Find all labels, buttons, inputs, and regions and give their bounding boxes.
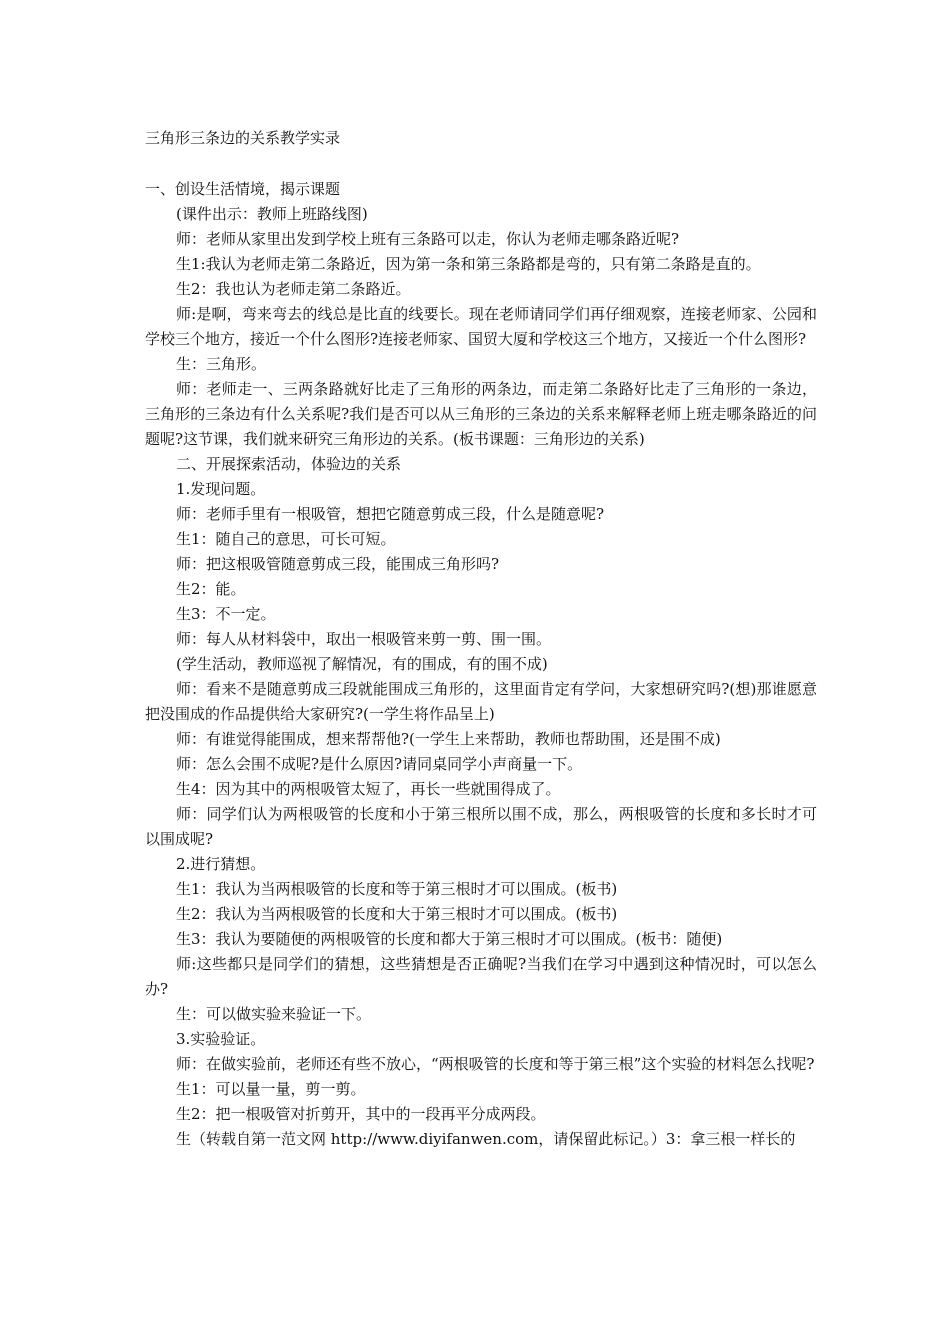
paragraph: 生4：因为其中的两根吸管太短了，再长一些就围得成了。 xyxy=(176,780,561,798)
paragraph: 师:是啊，弯来弯去的线总是比直的线要长。现在老师请同学们再仔细观察，连接老师家、公园和学校三个地方，接近一个什么图形?连接老师家、国贸大厦和学校这三个地方，又接近一个什么图形? xyxy=(145,305,817,348)
paragraph: 生2：把一根吸管对折剪开，其中的一段再平分成两段。 xyxy=(176,1105,546,1123)
paragraph: 师：老师从家里出发到学校上班有三条路可以走，你认为老师走哪条路近呢? xyxy=(176,230,680,248)
paragraph: 师：有谁觉得能围成，想来帮帮他?(一学生上来帮助，教师也帮助围，还是围不成) xyxy=(176,730,721,748)
paragraph: 生：三角形。 xyxy=(176,355,267,373)
paragraph: 生2：能。 xyxy=(176,580,246,598)
paragraph: 生1：我认为当两根吸管的长度和等于第三根时才可以围成。(板书) xyxy=(176,880,618,898)
paragraph: 师：怎么会围不成呢?是什么原因?请同桌同学小声商量一下。 xyxy=(176,755,583,773)
paragraph: 1.发现问题。 xyxy=(176,480,266,498)
paragraph: 师：在做实验前，老师还有些不放心，“两根吸管的长度和等于第三根”这个实验的材料怎么找呢? xyxy=(176,1055,815,1073)
paragraph: 师：同学们认为两根吸管的长度和小于第三根所以围不成，那么，两根吸管的长度和多长时才可以围成呢? xyxy=(145,805,817,848)
paragraph: (学生活动，教师巡视了解情况，有的围成，有的围不成) xyxy=(176,655,548,673)
paragraph: 生（转载自第一范文网 http://www.diyifanwen.com，请保留此标记。）3：拿三根一样长的 xyxy=(176,1130,796,1148)
paragraph: 生2：我认为当两根吸管的长度和大于第三根时才可以围成。(板书) xyxy=(176,905,618,923)
paragraph: 生1：可以量一量，剪一剪。 xyxy=(176,1080,366,1098)
paragraph: 师：把这根吸管随意剪成三段，能围成三角形吗? xyxy=(176,555,500,573)
paragraph: 一、创设生活情境，揭示课题 xyxy=(145,180,341,198)
paragraph: 生：可以做实验来验证一下。 xyxy=(176,1005,372,1023)
paragraph: 师：每人从材料袋中，取出一根吸管来剪一剪、围一围。 xyxy=(176,630,552,648)
paragraph: 师：看来不是随意剪成三段就能围成三角形的，这里面肯定有学问，大家想研究吗?(想)那谁愿意把没围成的作品提供给大家研究?(一学生将作品呈上) xyxy=(145,680,817,723)
document-body xyxy=(145,177,817,1152)
paragraph: 生2：我也认为老师走第二条路近。 xyxy=(176,280,411,298)
paragraph: 生3：不一定。 xyxy=(176,605,276,623)
paragraph: 二、开展探索活动，体验边的关系 xyxy=(176,455,402,473)
document-title: 三角形三条边的关系教学实录 xyxy=(145,129,341,147)
paragraph: 师：老师走一、三两条路就好比走了三角形的两条边，而走第二条路好比走了三角形的一条边，三角形的三条边有什么关系呢?我们是否可以从三角形的三条边的关系来解释老师上班走哪条路近的问题呢?这节课，我们就来研究三角形边的关系。(板书课题：三角形边的关系) xyxy=(145,380,817,448)
paragraph: 3.实验验证。 xyxy=(176,1030,266,1048)
paragraph: (课件出示：教师上班路线图) xyxy=(176,205,368,223)
paragraph: 生1:我认为老师走第二条路近，因为第一条和第三条路都是弯的，只有第二条路是直的。 xyxy=(176,255,761,273)
paragraph: 生3：我认为要随便的两根吸管的长度和都大于第三根时才可以围成。(板书：随便) xyxy=(176,930,723,948)
paragraph: 师：老师手里有一根吸管，想把它随意剪成三段，什么是随意呢? xyxy=(176,505,605,523)
paragraph: 师:这些都只是同学们的猜想，这些猜想是否正确呢?当我们在学习中遇到这种情况时，可以怎么办? xyxy=(145,955,817,998)
paragraph: 生1：随自己的意思，可长可短。 xyxy=(176,530,396,548)
paragraph: 2.进行猜想。 xyxy=(176,855,266,873)
